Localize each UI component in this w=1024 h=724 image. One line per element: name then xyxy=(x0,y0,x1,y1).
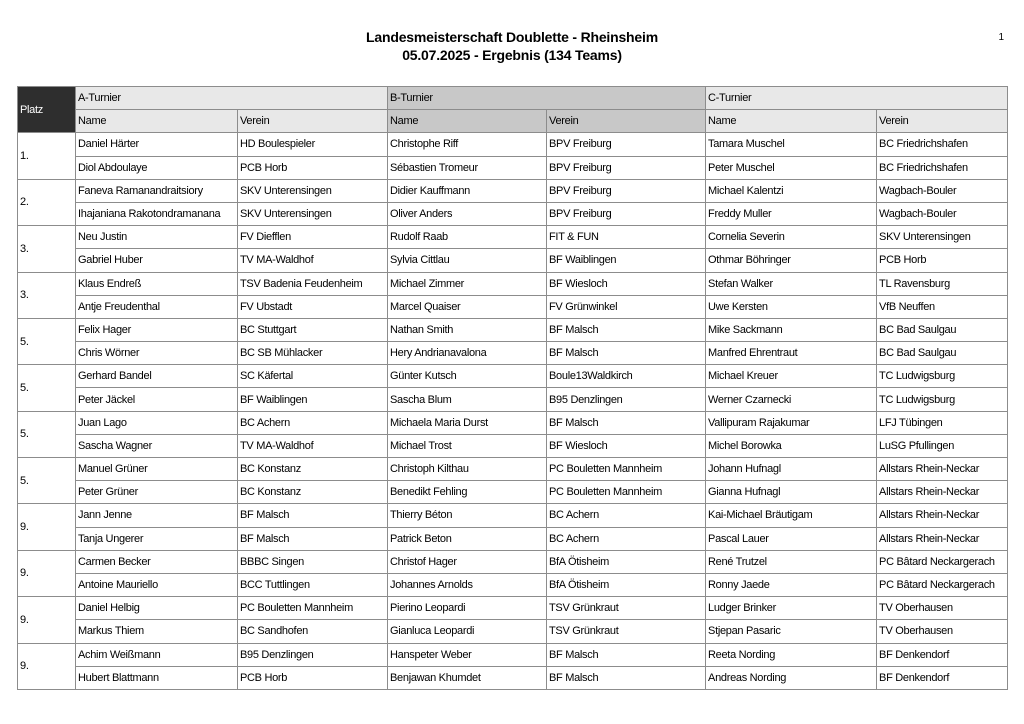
b-verein-cell: BPV Freiburg xyxy=(547,133,706,156)
b-name-cell: Hery Andrianavalona xyxy=(388,342,547,365)
b-verein-cell: BfA Ötisheim xyxy=(547,550,706,573)
b-verein-cell: BPV Freiburg xyxy=(547,179,706,202)
c-verein-column-header: Verein xyxy=(877,110,1008,133)
rank-cell: 5. xyxy=(18,365,76,411)
c-verein-cell: PC Bâtard Neckargerach xyxy=(877,573,1008,596)
c-verein-cell: LuSG Pfullingen xyxy=(877,434,1008,457)
c-name-cell: Reeta Nording xyxy=(706,643,877,666)
a-name-cell: Daniel Helbig xyxy=(76,597,238,620)
table-row xyxy=(18,666,1008,689)
c-verein-cell: TV Oberhausen xyxy=(877,597,1008,620)
c-name-column-header: Name xyxy=(706,110,877,133)
b-name-cell: Sascha Blum xyxy=(388,388,547,411)
a-verein-cell: SKV Unterensingen xyxy=(238,202,388,225)
b-name-column-header: Name xyxy=(388,110,547,133)
b-verein-cell: B95 Denzlingen xyxy=(547,388,706,411)
table-row xyxy=(18,643,1008,666)
a-name-cell: Daniel Härter xyxy=(76,133,238,156)
a-verein-column-header: Verein xyxy=(238,110,388,133)
table-row xyxy=(18,504,1008,527)
c-name-cell: Manfred Ehrentraut xyxy=(706,342,877,365)
c-verein-cell: PC Bâtard Neckargerach xyxy=(877,550,1008,573)
a-verein-cell: FV Ubstadt xyxy=(238,295,388,318)
c-verein-cell: Allstars Rhein-Neckar xyxy=(877,504,1008,527)
platz-header: Platz xyxy=(18,87,76,133)
rank-cell: 9. xyxy=(18,597,76,643)
column-label-row xyxy=(18,110,1008,133)
page-number: 1 xyxy=(998,32,1004,43)
a-turnier-header: A-Turnier xyxy=(76,87,388,110)
c-verein-cell: BC Bad Saulgau xyxy=(877,318,1008,341)
c-name-cell: Vallipuram Rajakumar xyxy=(706,411,877,434)
c-name-cell: Pascal Lauer xyxy=(706,527,877,550)
document-title: Landesmeisterschaft Doublette - Rheinsheim xyxy=(366,29,658,45)
c-verein-cell: Allstars Rhein-Neckar xyxy=(877,527,1008,550)
b-name-cell: Patrick Beton xyxy=(388,527,547,550)
b-name-cell: Rudolf Raab xyxy=(388,226,547,249)
c-name-cell: Othmar Böhringer xyxy=(706,249,877,272)
b-verein-cell: FIT & FUN xyxy=(547,226,706,249)
c-name-cell: Werner Czarnecki xyxy=(706,388,877,411)
a-verein-cell: BC Konstanz xyxy=(238,481,388,504)
table-row xyxy=(18,458,1008,481)
b-name-cell: Benjawan Khumdet xyxy=(388,666,547,689)
b-name-cell: Sébastien Tromeur xyxy=(388,156,547,179)
b-name-cell: Michael Zimmer xyxy=(388,272,547,295)
c-name-cell: Michael Kreuer xyxy=(706,365,877,388)
c-name-cell: Peter Muschel xyxy=(706,156,877,179)
table-row xyxy=(18,550,1008,573)
b-verein-cell: BF Malsch xyxy=(547,318,706,341)
c-name-cell: Mike Sackmann xyxy=(706,318,877,341)
a-name-cell: Antoine Mauriello xyxy=(76,573,238,596)
b-name-cell: Christophe Riff xyxy=(388,133,547,156)
b-verein-cell: BF Wiesloch xyxy=(547,272,706,295)
a-name-cell: Peter Jäckel xyxy=(76,388,238,411)
a-name-cell: Achim Weißmann xyxy=(76,643,238,666)
c-name-cell: Ludger Brinker xyxy=(706,597,877,620)
c-verein-cell: TC Ludwigsburg xyxy=(877,388,1008,411)
c-verein-cell: Allstars Rhein-Neckar xyxy=(877,458,1008,481)
c-name-cell: Cornelia Severin xyxy=(706,226,877,249)
a-verein-cell: SKV Unterensingen xyxy=(238,179,388,202)
c-name-cell: Uwe Kersten xyxy=(706,295,877,318)
c-name-cell: Johann Hufnagl xyxy=(706,458,877,481)
rank-cell: 9. xyxy=(18,550,76,596)
table-row xyxy=(18,272,1008,295)
c-verein-cell: BC Bad Saulgau xyxy=(877,342,1008,365)
b-name-cell: Günter Kutsch xyxy=(388,365,547,388)
b-verein-cell: BPV Freiburg xyxy=(547,156,706,179)
b-name-cell: Benedikt Fehling xyxy=(388,481,547,504)
table-row xyxy=(18,434,1008,457)
a-verein-cell: SC Käfertal xyxy=(238,365,388,388)
c-verein-cell: TC Ludwigsburg xyxy=(877,365,1008,388)
c-verein-cell: Allstars Rhein-Neckar xyxy=(877,481,1008,504)
a-verein-cell: BC Sandhofen xyxy=(238,620,388,643)
rank-cell: 9. xyxy=(18,504,76,550)
a-verein-cell: BF Waiblingen xyxy=(238,388,388,411)
c-verein-cell: TL Ravensburg xyxy=(877,272,1008,295)
table-row xyxy=(18,133,1008,156)
b-verein-cell: BF Malsch xyxy=(547,411,706,434)
table-row xyxy=(18,573,1008,596)
a-name-cell: Jann Jenne xyxy=(76,504,238,527)
a-verein-cell: FV Diefflen xyxy=(238,226,388,249)
b-verein-cell: BfA Ötisheim xyxy=(547,573,706,596)
b-verein-cell: PC Bouletten Mannheim xyxy=(547,481,706,504)
table-row xyxy=(18,527,1008,550)
table-row xyxy=(18,365,1008,388)
c-verein-cell: Wagbach-Bouler xyxy=(877,202,1008,225)
table-row xyxy=(18,318,1008,341)
rank-cell: 5. xyxy=(18,458,76,504)
table-row xyxy=(18,620,1008,643)
table-row xyxy=(18,202,1008,225)
c-name-cell: Gianna Hufnagl xyxy=(706,481,877,504)
a-name-cell: Faneva Ramanandraitsiory xyxy=(76,179,238,202)
c-turnier-header: C-Turnier xyxy=(706,87,1008,110)
c-verein-cell: BF Denkendorf xyxy=(877,643,1008,666)
a-verein-cell: TV MA-Waldhof xyxy=(238,434,388,457)
a-verein-cell: BCC Tuttlingen xyxy=(238,573,388,596)
b-turnier-header: B-Turnier xyxy=(388,87,706,110)
c-name-cell: Stefan Walker xyxy=(706,272,877,295)
rank-cell: 3. xyxy=(18,272,76,318)
table-row xyxy=(18,597,1008,620)
c-verein-cell: BC Friedrichshafen xyxy=(877,156,1008,179)
c-verein-cell: PCB Horb xyxy=(877,249,1008,272)
c-name-cell: Kai-Michael Bräutigam xyxy=(706,504,877,527)
table-row xyxy=(18,411,1008,434)
table-row xyxy=(18,156,1008,179)
b-name-cell: Sylvia Cittlau xyxy=(388,249,547,272)
a-name-cell: Hubert Blattmann xyxy=(76,666,238,689)
a-verein-cell: TV MA-Waldhof xyxy=(238,249,388,272)
a-name-cell: Neu Justin xyxy=(76,226,238,249)
a-name-cell: Ihajaniana Rakotondramanana xyxy=(76,202,238,225)
a-name-cell: Tanja Ungerer xyxy=(76,527,238,550)
table-row xyxy=(18,179,1008,202)
b-verein-cell: FV Grünwinkel xyxy=(547,295,706,318)
a-verein-cell: HD Boulespieler xyxy=(238,133,388,156)
rank-cell: 3. xyxy=(18,226,76,272)
table-row xyxy=(18,295,1008,318)
b-verein-cell: BF Malsch xyxy=(547,643,706,666)
rank-cell: 5. xyxy=(18,411,76,457)
a-name-cell: Chris Wörner xyxy=(76,342,238,365)
a-verein-cell: BF Malsch xyxy=(238,527,388,550)
b-verein-cell: BC Achern xyxy=(547,527,706,550)
rank-cell: 9. xyxy=(18,643,76,689)
table-row xyxy=(18,249,1008,272)
a-name-cell: Manuel Grüner xyxy=(76,458,238,481)
rank-cell: 2. xyxy=(18,179,76,225)
a-name-cell: Diol Abdoulaye xyxy=(76,156,238,179)
b-verein-cell: BF Malsch xyxy=(547,342,706,365)
a-verein-cell: PCB Horb xyxy=(238,156,388,179)
a-verein-cell: BBBC Singen xyxy=(238,550,388,573)
c-verein-cell: Wagbach-Bouler xyxy=(877,179,1008,202)
b-verein-cell: Boule13Waldkirch xyxy=(547,365,706,388)
a-name-cell: Gabriel Huber xyxy=(76,249,238,272)
c-name-cell: René Trutzel xyxy=(706,550,877,573)
c-name-cell: Ronny Jaede xyxy=(706,573,877,596)
b-name-cell: Thierry Béton xyxy=(388,504,547,527)
a-verein-cell: PC Bouletten Mannheim xyxy=(238,597,388,620)
a-name-column-header: Name xyxy=(76,110,238,133)
c-verein-cell: BF Denkendorf xyxy=(877,666,1008,689)
b-verein-cell: TSV Grünkraut xyxy=(547,597,706,620)
a-name-cell: Sascha Wagner xyxy=(76,434,238,457)
b-name-cell: Gianluca Leopardi xyxy=(388,620,547,643)
a-name-cell: Felix Hager xyxy=(76,318,238,341)
b-name-cell: Nathan Smith xyxy=(388,318,547,341)
b-name-cell: Marcel Quaiser xyxy=(388,295,547,318)
c-name-cell: Stjepan Pasaric xyxy=(706,620,877,643)
b-verein-column-header: Verein xyxy=(547,110,706,133)
a-name-cell: Antje Freudenthal xyxy=(76,295,238,318)
a-verein-cell: BF Malsch xyxy=(238,504,388,527)
a-name-cell: Markus Thiem xyxy=(76,620,238,643)
c-verein-cell: SKV Unterensingen xyxy=(877,226,1008,249)
a-name-cell: Klaus Endreß xyxy=(76,272,238,295)
b-name-cell: Christoph Kilthau xyxy=(388,458,547,481)
a-verein-cell: BC SB Mühlacker xyxy=(238,342,388,365)
c-name-cell: Freddy Muller xyxy=(706,202,877,225)
b-name-cell: Johannes Arnolds xyxy=(388,573,547,596)
a-verein-cell: BC Stuttgart xyxy=(238,318,388,341)
b-verein-cell: BC Achern xyxy=(547,504,706,527)
table-row xyxy=(18,342,1008,365)
b-verein-cell: BF Waiblingen xyxy=(547,249,706,272)
document-header xyxy=(0,28,1024,64)
a-name-cell: Gerhard Bandel xyxy=(76,365,238,388)
a-verein-cell: BC Konstanz xyxy=(238,458,388,481)
b-verein-cell: BPV Freiburg xyxy=(547,202,706,225)
b-verein-cell: BF Malsch xyxy=(547,666,706,689)
turnier-header-row xyxy=(18,87,1008,110)
c-verein-cell: LFJ Tübingen xyxy=(877,411,1008,434)
a-verein-cell: B95 Denzlingen xyxy=(238,643,388,666)
a-verein-cell: TSV Badenia Feudenheim xyxy=(238,272,388,295)
a-name-cell: Carmen Becker xyxy=(76,550,238,573)
c-name-cell: Michel Borowka xyxy=(706,434,877,457)
b-name-cell: Oliver Anders xyxy=(388,202,547,225)
table-row xyxy=(18,481,1008,504)
b-name-cell: Hanspeter Weber xyxy=(388,643,547,666)
table-row xyxy=(18,388,1008,411)
b-verein-cell: TSV Grünkraut xyxy=(547,620,706,643)
rank-cell: 5. xyxy=(18,318,76,364)
c-verein-cell: VfB Neuffen xyxy=(877,295,1008,318)
b-verein-cell: BF Wiesloch xyxy=(547,434,706,457)
c-name-cell: Michael Kalentzi xyxy=(706,179,877,202)
a-name-cell: Peter Grüner xyxy=(76,481,238,504)
c-verein-cell: TV Oberhausen xyxy=(877,620,1008,643)
table-row xyxy=(18,226,1008,249)
rank-cell: 1. xyxy=(18,133,76,179)
c-name-cell: Tamara Muschel xyxy=(706,133,877,156)
results-body xyxy=(18,133,1008,690)
b-name-cell: Didier Kauffmann xyxy=(388,179,547,202)
results-table xyxy=(17,86,1008,690)
c-name-cell: Andreas Nording xyxy=(706,666,877,689)
b-name-cell: Pierino Leopardi xyxy=(388,597,547,620)
a-verein-cell: PCB Horb xyxy=(238,666,388,689)
b-name-cell: Christof Hager xyxy=(388,550,547,573)
a-name-cell: Juan Lago xyxy=(76,411,238,434)
b-name-cell: Michael Trost xyxy=(388,434,547,457)
document-subtitle: 05.07.2025 - Ergebnis (134 Teams) xyxy=(402,47,622,63)
b-name-cell: Michaela Maria Durst xyxy=(388,411,547,434)
b-verein-cell: PC Bouletten Mannheim xyxy=(547,458,706,481)
a-verein-cell: BC Achern xyxy=(238,411,388,434)
c-verein-cell: BC Friedrichshafen xyxy=(877,133,1008,156)
